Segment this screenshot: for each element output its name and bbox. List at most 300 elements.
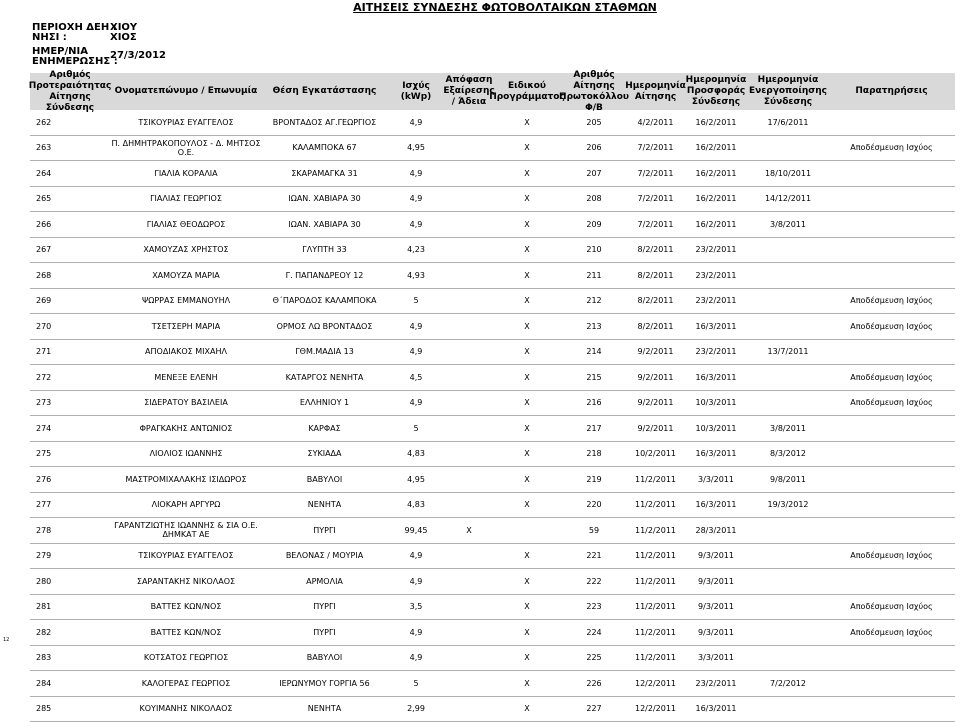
table-row bbox=[30, 263, 955, 289]
cell-special-program: Χ bbox=[493, 543, 561, 569]
cell-special-program: Χ bbox=[493, 467, 561, 493]
island-label: ΝΗΣΙ : bbox=[32, 32, 67, 43]
cell-installation-site: Θ΄ΠΑΡΟΔΟΣ ΚΑΛΑΜΠΟΚΑ bbox=[262, 288, 387, 314]
cell-remarks bbox=[828, 671, 955, 697]
cell-protocol-number: 211 bbox=[561, 263, 627, 289]
cell-priority-number: 276 bbox=[30, 467, 110, 493]
cell-exemption-decision bbox=[445, 135, 493, 161]
cell-applicant-name: ΣΙΔΕΡΑΤΟΥ ΒΑΣΙΛΕΙΑ bbox=[110, 390, 262, 416]
table-row bbox=[30, 696, 955, 722]
cell-activation-date: 19/3/2012 bbox=[748, 492, 828, 518]
header-protocol-number: Αριθμός Αίτησης Πρωτοκόλλου Φ/Β bbox=[559, 69, 629, 113]
cell-activation-date bbox=[748, 135, 828, 161]
cell-installation-site: ΟΡΜΟΣ ΛΩ ΒΡΟΝΤΑΔΟΣ bbox=[262, 314, 387, 340]
cell-remarks: Αποδέσμευση Ισχύος bbox=[828, 543, 955, 569]
cell-power-kwp: 4,9 bbox=[387, 390, 445, 416]
cell-activation-date: 18/10/2011 bbox=[748, 161, 828, 187]
cell-applicant-name: ΚΑΛΟΓΕΡΑΣ ΓΕΩΡΓΙΟΣ bbox=[110, 671, 262, 697]
cell-installation-site: ΙΩΑΝ. ΧΑΒΙΑΡΑ 30 bbox=[262, 186, 387, 212]
cell-protocol-number: 213 bbox=[561, 314, 627, 340]
cell-remarks bbox=[828, 492, 955, 518]
cell-activation-date bbox=[748, 314, 828, 340]
table-row bbox=[30, 594, 955, 620]
cell-remarks: Αποδέσμευση Ισχύος bbox=[828, 288, 955, 314]
cell-installation-site: ΣΚΑΡΑΜΑΓΚΑ 31 bbox=[262, 161, 387, 187]
cell-application-date: 11/2/2011 bbox=[627, 594, 684, 620]
cell-application-date: 7/2/2011 bbox=[627, 161, 684, 187]
cell-special-program: Χ bbox=[493, 288, 561, 314]
cell-activation-date: 14/12/2011 bbox=[748, 186, 828, 212]
cell-installation-site: ΚΑΤΑΡΓΟΣ ΝΕΝΗΤΑ bbox=[262, 365, 387, 391]
cell-power-kwp: 4,83 bbox=[387, 441, 445, 467]
table-row bbox=[30, 212, 955, 238]
cell-installation-site: ΚΑΡΦΑΣ bbox=[262, 416, 387, 442]
cell-remarks bbox=[828, 212, 955, 238]
cell-applicant-name: ΚΟΥΙΜΑΝΗΣ ΝΙΚΟΛΑΟΣ bbox=[110, 696, 262, 722]
cell-exemption-decision: Χ bbox=[445, 518, 493, 544]
cell-installation-site: ΣΥΚΙΑΔΑ bbox=[262, 441, 387, 467]
cell-activation-date bbox=[748, 543, 828, 569]
cell-applicant-name: ΦΡΑΓΚΑΚΗΣ ΑΝΤΩΝΙΟΣ bbox=[110, 416, 262, 442]
cell-offer-date: 16/2/2011 bbox=[684, 135, 748, 161]
cell-priority-number: 277 bbox=[30, 492, 110, 518]
cell-offer-date: 23/2/2011 bbox=[684, 671, 748, 697]
cell-priority-number: 280 bbox=[30, 569, 110, 595]
cell-activation-date bbox=[748, 263, 828, 289]
cell-power-kwp: 4,9 bbox=[387, 110, 445, 135]
cell-offer-date: 9/3/2011 bbox=[684, 594, 748, 620]
update-date-value: 27/3/2012 bbox=[110, 50, 167, 61]
table-row bbox=[30, 339, 955, 365]
cell-special-program: Χ bbox=[493, 416, 561, 442]
cell-remarks bbox=[828, 569, 955, 595]
cell-power-kwp: 4,93 bbox=[387, 263, 445, 289]
cell-power-kwp: 4,9 bbox=[387, 339, 445, 365]
cell-special-program: Χ bbox=[493, 135, 561, 161]
cell-exemption-decision bbox=[445, 569, 493, 595]
cell-application-date: 11/2/2011 bbox=[627, 620, 684, 646]
cell-applicant-name: ΤΣΕΤΣΕΡΗ ΜΑΡΙΑ bbox=[110, 314, 262, 340]
cell-power-kwp: 4,9 bbox=[387, 645, 445, 671]
header-power: Ισχύς (kWp) bbox=[400, 80, 432, 102]
cell-installation-site: ΚΑΛΑΜΠΟΚΑ 67 bbox=[262, 135, 387, 161]
cell-exemption-decision bbox=[445, 288, 493, 314]
cell-activation-date: 7/2/2012 bbox=[748, 671, 828, 697]
cell-power-kwp: 4,9 bbox=[387, 212, 445, 238]
cell-applicant-name: ΓΙΑΛΙΑ ΚΟΡΑΛΙΑ bbox=[110, 161, 262, 187]
header-special-program: Ειδικού Προγράμματος bbox=[489, 80, 565, 102]
table-row bbox=[30, 237, 955, 263]
table-row bbox=[30, 314, 955, 340]
cell-priority-number: 283 bbox=[30, 645, 110, 671]
cell-application-date: 11/2/2011 bbox=[627, 518, 684, 544]
cell-application-date: 11/2/2011 bbox=[627, 645, 684, 671]
cell-protocol-number: 206 bbox=[561, 135, 627, 161]
cell-installation-site: ΓΛΥΠΤΗ 33 bbox=[262, 237, 387, 263]
cell-remarks bbox=[828, 161, 955, 187]
cell-protocol-number: 219 bbox=[561, 467, 627, 493]
cell-activation-date: 3/8/2011 bbox=[748, 212, 828, 238]
cell-installation-site: ΠΥΡΓΙ bbox=[262, 518, 387, 544]
cell-applicant-name: ΧΑΜΟΥΖΑ ΜΑΡΙΑ bbox=[110, 263, 262, 289]
cell-power-kwp: 3,5 bbox=[387, 594, 445, 620]
table-row bbox=[30, 416, 955, 442]
cell-priority-number: 262 bbox=[30, 110, 110, 135]
cell-remarks: Αποδέσμευση Ισχύος bbox=[828, 594, 955, 620]
cell-installation-site: ΒΡΟΝΤΑΔΟΣ ΑΓ.ΓΕΩΡΓΙΟΣ bbox=[262, 110, 387, 135]
cell-protocol-number: 205 bbox=[561, 110, 627, 135]
cell-remarks: Αποδέσμευση Ισχύος bbox=[828, 314, 955, 340]
cell-priority-number: 271 bbox=[30, 339, 110, 365]
cell-offer-date: 23/2/2011 bbox=[684, 237, 748, 263]
table-row bbox=[30, 390, 955, 416]
cell-exemption-decision bbox=[445, 263, 493, 289]
table-row bbox=[30, 645, 955, 671]
cell-power-kwp: 5 bbox=[387, 416, 445, 442]
cell-priority-number: 273 bbox=[30, 390, 110, 416]
cell-power-kwp: 99,45 bbox=[387, 518, 445, 544]
cell-application-date: 7/2/2011 bbox=[627, 135, 684, 161]
cell-application-date: 11/2/2011 bbox=[627, 492, 684, 518]
cell-activation-date bbox=[748, 237, 828, 263]
table-row bbox=[30, 161, 955, 187]
cell-special-program: Χ bbox=[493, 237, 561, 263]
cell-applicant-name: Π. ΔΗΜΗΤΡΑΚΟΠΟΥΛΟΣ - Δ. ΜΗΤΣΟΣ Ο.Ε. bbox=[110, 135, 262, 161]
cell-power-kwp: 4,9 bbox=[387, 314, 445, 340]
cell-special-program: Χ bbox=[493, 212, 561, 238]
cell-protocol-number: 225 bbox=[561, 645, 627, 671]
cell-remarks bbox=[828, 110, 955, 135]
cell-power-kwp: 4,95 bbox=[387, 135, 445, 161]
cell-exemption-decision bbox=[445, 492, 493, 518]
cell-applicant-name: ΤΣΙΚΟΥΡΙΑΣ ΕΥΑΓΓΕΛΟΣ bbox=[110, 543, 262, 569]
cell-protocol-number: 209 bbox=[561, 212, 627, 238]
cell-power-kwp: 4,95 bbox=[387, 467, 445, 493]
page-title: ΑΙΤΗΣΕΙΣ ΣΥΝΔΕΣΗΣ ΦΩΤΟΒΟΛΤΑΙΚΩΝ ΣΤΑΘΜΩΝ bbox=[353, 1, 657, 14]
cell-offer-date: 9/3/2011 bbox=[684, 543, 748, 569]
cell-applicant-name: ΨΩΡΡΑΣ ΕΜΜΑΝΟΥΗΛ bbox=[110, 288, 262, 314]
applications-table bbox=[30, 110, 955, 722]
cell-remarks bbox=[828, 645, 955, 671]
cell-special-program: Χ bbox=[493, 390, 561, 416]
cell-applicant-name: ΚΟΤΣΑΤΟΣ ΓΕΩΡΓΙΟΣ bbox=[110, 645, 262, 671]
cell-special-program: Χ bbox=[493, 569, 561, 595]
table-row bbox=[30, 365, 955, 391]
cell-activation-date bbox=[748, 288, 828, 314]
cell-special-program: Χ bbox=[493, 186, 561, 212]
cell-exemption-decision bbox=[445, 416, 493, 442]
cell-special-program: Χ bbox=[493, 110, 561, 135]
cell-application-date: 11/2/2011 bbox=[627, 467, 684, 493]
cell-special-program: Χ bbox=[493, 492, 561, 518]
cell-special-program bbox=[493, 518, 561, 544]
cell-exemption-decision bbox=[445, 161, 493, 187]
header-offer-date: Ημερομηνία Προσφοράς Σύνδεσης bbox=[685, 75, 747, 107]
cell-remarks bbox=[828, 467, 955, 493]
cell-priority-number: 267 bbox=[30, 237, 110, 263]
cell-power-kwp: 4,9 bbox=[387, 569, 445, 595]
cell-installation-site: ΝΕΝΗΤΑ bbox=[262, 696, 387, 722]
table-row bbox=[30, 492, 955, 518]
cell-exemption-decision bbox=[445, 390, 493, 416]
cell-offer-date: 16/3/2011 bbox=[684, 492, 748, 518]
region-value: ΧΙΟΥ bbox=[110, 22, 138, 33]
cell-priority-number: 278 bbox=[30, 518, 110, 544]
cell-exemption-decision bbox=[445, 620, 493, 646]
cell-protocol-number: 224 bbox=[561, 620, 627, 646]
cell-exemption-decision bbox=[445, 696, 493, 722]
cell-exemption-decision bbox=[445, 594, 493, 620]
cell-priority-number: 275 bbox=[30, 441, 110, 467]
cell-installation-site: ΠΥΡΓΙ bbox=[262, 620, 387, 646]
cell-application-date: 8/2/2011 bbox=[627, 237, 684, 263]
cell-applicant-name: ΓΙΑΛΙΑΣ ΓΕΩΡΓΙΟΣ bbox=[110, 186, 262, 212]
cell-installation-site: ΒΑΒΥΛΟΙ bbox=[262, 645, 387, 671]
cell-power-kwp: 4,9 bbox=[387, 161, 445, 187]
cell-installation-site: ΠΥΡΓΙ bbox=[262, 594, 387, 620]
cell-protocol-number: 217 bbox=[561, 416, 627, 442]
cell-activation-date: 13/7/2011 bbox=[748, 339, 828, 365]
cell-activation-date: 3/8/2011 bbox=[748, 416, 828, 442]
cell-protocol-number: 221 bbox=[561, 543, 627, 569]
cell-applicant-name: ΒΑΤΤΕΣ ΚΩΝ/ΝΟΣ bbox=[110, 594, 262, 620]
cell-exemption-decision bbox=[445, 365, 493, 391]
cell-offer-date: 16/3/2011 bbox=[684, 441, 748, 467]
cell-priority-number: 285 bbox=[30, 696, 110, 722]
cell-application-date: 4/2/2011 bbox=[627, 110, 684, 135]
cell-offer-date: 9/3/2011 bbox=[684, 620, 748, 646]
cell-remarks: Αποδέσμευση Ισχύος bbox=[828, 135, 955, 161]
cell-protocol-number: 220 bbox=[561, 492, 627, 518]
cell-installation-site: ΙΩΑΝ. ΧΑΒΙΑΡΑ 30 bbox=[262, 212, 387, 238]
cell-remarks: Αποδέσμευση Ισχύος bbox=[828, 390, 955, 416]
table-row bbox=[30, 569, 955, 595]
cell-installation-site: ΝΕΝΗΤΑ bbox=[262, 492, 387, 518]
table-row bbox=[30, 186, 955, 212]
cell-protocol-number: 212 bbox=[561, 288, 627, 314]
cell-power-kwp: 4,9 bbox=[387, 186, 445, 212]
cell-installation-site: Γ. ΠΑΠΑΝΔΡΕΟΥ 12 bbox=[262, 263, 387, 289]
cell-activation-date bbox=[748, 518, 828, 544]
cell-applicant-name: ΧΑΜΟΥΖΑΣ ΧΡΗΣΤΟΣ bbox=[110, 237, 262, 263]
cell-application-date: 8/2/2011 bbox=[627, 288, 684, 314]
cell-application-date: 9/2/2011 bbox=[627, 390, 684, 416]
cell-installation-site: ΒΑΒΥΛΟΙ bbox=[262, 467, 387, 493]
cell-priority-number: 266 bbox=[30, 212, 110, 238]
cell-offer-date: 10/3/2011 bbox=[684, 416, 748, 442]
cell-installation-site: ΑΡΜΟΛΙΑ bbox=[262, 569, 387, 595]
cell-installation-site: ΓΘΜ.ΜΑΔΙΑ 13 bbox=[262, 339, 387, 365]
cell-offer-date: 16/3/2011 bbox=[684, 314, 748, 340]
cell-applicant-name: ΑΠΟΔΙΑΚΟΣ ΜΙΧΑΗΛ bbox=[110, 339, 262, 365]
cell-remarks bbox=[828, 416, 955, 442]
cell-applicant-name: ΣΑΡΑΝΤΑΚΗΣ ΝΙΚΟΛΑΟΣ bbox=[110, 569, 262, 595]
cell-offer-date: 16/2/2011 bbox=[684, 110, 748, 135]
cell-remarks bbox=[828, 263, 955, 289]
date-label-line2: ΕΝΗΜΕΡΩΣΗΣ : bbox=[32, 56, 118, 67]
cell-priority-number: 272 bbox=[30, 365, 110, 391]
cell-special-program: Χ bbox=[493, 339, 561, 365]
cell-priority-number: 265 bbox=[30, 186, 110, 212]
cell-power-kwp: 5 bbox=[387, 671, 445, 697]
header-installation-site: Θέση Εγκατάστασης bbox=[272, 86, 377, 96]
header-name: Ονοματεπώνυμο / Επωνυμία bbox=[114, 86, 258, 96]
cell-remarks: Αποδέσμευση Ισχύος bbox=[828, 620, 955, 646]
cell-remarks bbox=[828, 339, 955, 365]
cell-special-program: Χ bbox=[493, 161, 561, 187]
cell-special-program: Χ bbox=[493, 365, 561, 391]
cell-application-date: 12/2/2011 bbox=[627, 671, 684, 697]
cell-exemption-decision bbox=[445, 110, 493, 135]
cell-application-date: 11/2/2011 bbox=[627, 543, 684, 569]
table-row bbox=[30, 288, 955, 314]
cell-protocol-number: 223 bbox=[561, 594, 627, 620]
cell-application-date: 11/2/2011 bbox=[627, 569, 684, 595]
cell-application-date: 10/2/2011 bbox=[627, 441, 684, 467]
cell-activation-date bbox=[748, 645, 828, 671]
table-row bbox=[30, 110, 955, 135]
cell-application-date: 8/2/2011 bbox=[627, 263, 684, 289]
cell-applicant-name: ΜΕΝΕΞΕ ΕΛΕΝΗ bbox=[110, 365, 262, 391]
cell-activation-date bbox=[748, 365, 828, 391]
cell-special-program: Χ bbox=[493, 441, 561, 467]
cell-priority-number: 282 bbox=[30, 620, 110, 646]
cell-application-date: 8/2/2011 bbox=[627, 314, 684, 340]
cell-priority-number: 274 bbox=[30, 416, 110, 442]
cell-application-date: 9/2/2011 bbox=[627, 416, 684, 442]
cell-installation-site: ΙΕΡΩΝΥΜΟΥ ΓΟΡΓΙΑ 56 bbox=[262, 671, 387, 697]
cell-activation-date: 17/6/2011 bbox=[748, 110, 828, 135]
cell-offer-date: 23/2/2011 bbox=[684, 288, 748, 314]
cell-protocol-number: 222 bbox=[561, 569, 627, 595]
cell-protocol-number: 210 bbox=[561, 237, 627, 263]
cell-remarks bbox=[828, 237, 955, 263]
cell-exemption-decision bbox=[445, 441, 493, 467]
cell-protocol-number: 208 bbox=[561, 186, 627, 212]
cell-applicant-name: ΓΙΑΛΙΑΣ ΘΕΟΔΩΡΟΣ bbox=[110, 212, 262, 238]
cell-protocol-number: 227 bbox=[561, 696, 627, 722]
cell-application-date: 9/2/2011 bbox=[627, 365, 684, 391]
cell-priority-number: 264 bbox=[30, 161, 110, 187]
cell-activation-date bbox=[748, 390, 828, 416]
cell-remarks bbox=[828, 518, 955, 544]
date-label-line1: ΗΜΕΡ/ΝΙΑ bbox=[32, 46, 88, 57]
cell-special-program: Χ bbox=[493, 263, 561, 289]
cell-offer-date: 28/3/2011 bbox=[684, 518, 748, 544]
cell-priority-number: 281 bbox=[30, 594, 110, 620]
table-row bbox=[30, 671, 955, 697]
table-row bbox=[30, 467, 955, 493]
table-row bbox=[30, 441, 955, 467]
cell-activation-date bbox=[748, 696, 828, 722]
cell-offer-date: 10/3/2011 bbox=[684, 390, 748, 416]
cell-power-kwp: 2,99 bbox=[387, 696, 445, 722]
cell-exemption-decision bbox=[445, 645, 493, 671]
table-row bbox=[30, 518, 955, 544]
cell-activation-date: 8/3/2012 bbox=[748, 441, 828, 467]
header-activation-date: Ημερομηνία Ενεργοποίησης Σύνδεσης bbox=[748, 75, 827, 107]
cell-application-date: 7/2/2011 bbox=[627, 186, 684, 212]
cell-offer-date: 23/2/2011 bbox=[684, 263, 748, 289]
island-value: ΧΙΟΣ bbox=[110, 32, 137, 43]
cell-applicant-name: ΓΑΡΑΝΤΖΙΩΤΗΣ ΙΩΑΝΝΗΣ & ΣΙΑ Ο.Ε. ΔΗΜΚΑΤ ΑΕ bbox=[110, 518, 262, 544]
cell-activation-date: 9/8/2011 bbox=[748, 467, 828, 493]
cell-priority-number: 284 bbox=[30, 671, 110, 697]
cell-offer-date: 16/2/2011 bbox=[684, 212, 748, 238]
cell-exemption-decision bbox=[445, 671, 493, 697]
cell-exemption-decision bbox=[445, 212, 493, 238]
cell-priority-number: 279 bbox=[30, 543, 110, 569]
region-label: ΠΕΡΙΟΧΗ ΔΕΗ : bbox=[32, 22, 117, 33]
cell-special-program: Χ bbox=[493, 620, 561, 646]
cell-installation-site: ΕΛΛΗΝΙΟΥ 1 bbox=[262, 390, 387, 416]
cell-protocol-number: 218 bbox=[561, 441, 627, 467]
cell-exemption-decision bbox=[445, 186, 493, 212]
cell-remarks bbox=[828, 441, 955, 467]
cell-protocol-number: 214 bbox=[561, 339, 627, 365]
cell-priority-number: 263 bbox=[30, 135, 110, 161]
cell-exemption-decision bbox=[445, 314, 493, 340]
cell-offer-date: 16/3/2011 bbox=[684, 365, 748, 391]
cell-protocol-number: 216 bbox=[561, 390, 627, 416]
cell-exemption-decision bbox=[445, 543, 493, 569]
cell-offer-date: 3/3/2011 bbox=[684, 645, 748, 671]
cell-power-kwp: 4,23 bbox=[387, 237, 445, 263]
cell-power-kwp: 5 bbox=[387, 288, 445, 314]
table-body bbox=[30, 110, 955, 722]
page-number: 12 bbox=[3, 637, 10, 643]
cell-activation-date bbox=[748, 620, 828, 646]
cell-remarks bbox=[828, 186, 955, 212]
cell-protocol-number: 59 bbox=[561, 518, 627, 544]
cell-priority-number: 269 bbox=[30, 288, 110, 314]
cell-offer-date: 16/2/2011 bbox=[684, 161, 748, 187]
cell-power-kwp: 4,5 bbox=[387, 365, 445, 391]
cell-exemption-decision bbox=[445, 339, 493, 365]
cell-offer-date: 9/3/2011 bbox=[684, 569, 748, 595]
cell-exemption-decision bbox=[445, 467, 493, 493]
cell-applicant-name: ΤΣΙΚΟΥΡΙΑΣ ΕΥΑΓΓΕΛΟΣ bbox=[110, 110, 262, 135]
cell-remarks bbox=[828, 696, 955, 722]
cell-special-program: Χ bbox=[493, 671, 561, 697]
header-priority-number: Αριθμός Προτεραιότητας Αίτησης Σύνδεσης bbox=[28, 69, 112, 113]
cell-offer-date: 16/3/2011 bbox=[684, 696, 748, 722]
cell-special-program: Χ bbox=[493, 594, 561, 620]
cell-offer-date: 23/2/2011 bbox=[684, 339, 748, 365]
cell-special-program: Χ bbox=[493, 696, 561, 722]
cell-protocol-number: 207 bbox=[561, 161, 627, 187]
table-row bbox=[30, 543, 955, 569]
cell-priority-number: 270 bbox=[30, 314, 110, 340]
table-row bbox=[30, 135, 955, 161]
cell-power-kwp: 4,9 bbox=[387, 543, 445, 569]
cell-application-date: 7/2/2011 bbox=[627, 212, 684, 238]
cell-protocol-number: 226 bbox=[561, 671, 627, 697]
cell-priority-number: 268 bbox=[30, 263, 110, 289]
cell-applicant-name: ΜΑΣΤΡΟΜΙΧΑΛΑΚΗΣ ΙΣΙΔΩΡΟΣ bbox=[110, 467, 262, 493]
cell-offer-date: 3/3/2011 bbox=[684, 467, 748, 493]
cell-applicant-name: ΒΑΤΤΕΣ ΚΩΝ/ΝΟΣ bbox=[110, 620, 262, 646]
cell-special-program: Χ bbox=[493, 314, 561, 340]
cell-protocol-number: 215 bbox=[561, 365, 627, 391]
header-application-date: Ημερομηνία Αίτησης bbox=[625, 80, 686, 102]
cell-power-kwp: 4,9 bbox=[387, 620, 445, 646]
cell-offer-date: 16/2/2011 bbox=[684, 186, 748, 212]
cell-application-date: 9/2/2011 bbox=[627, 339, 684, 365]
cell-applicant-name: ΛΙΟΚΑΡΗ ΑΡΓΥΡΩ bbox=[110, 492, 262, 518]
header-remarks: Παρατηρήσεις bbox=[855, 86, 928, 96]
cell-exemption-decision bbox=[445, 237, 493, 263]
